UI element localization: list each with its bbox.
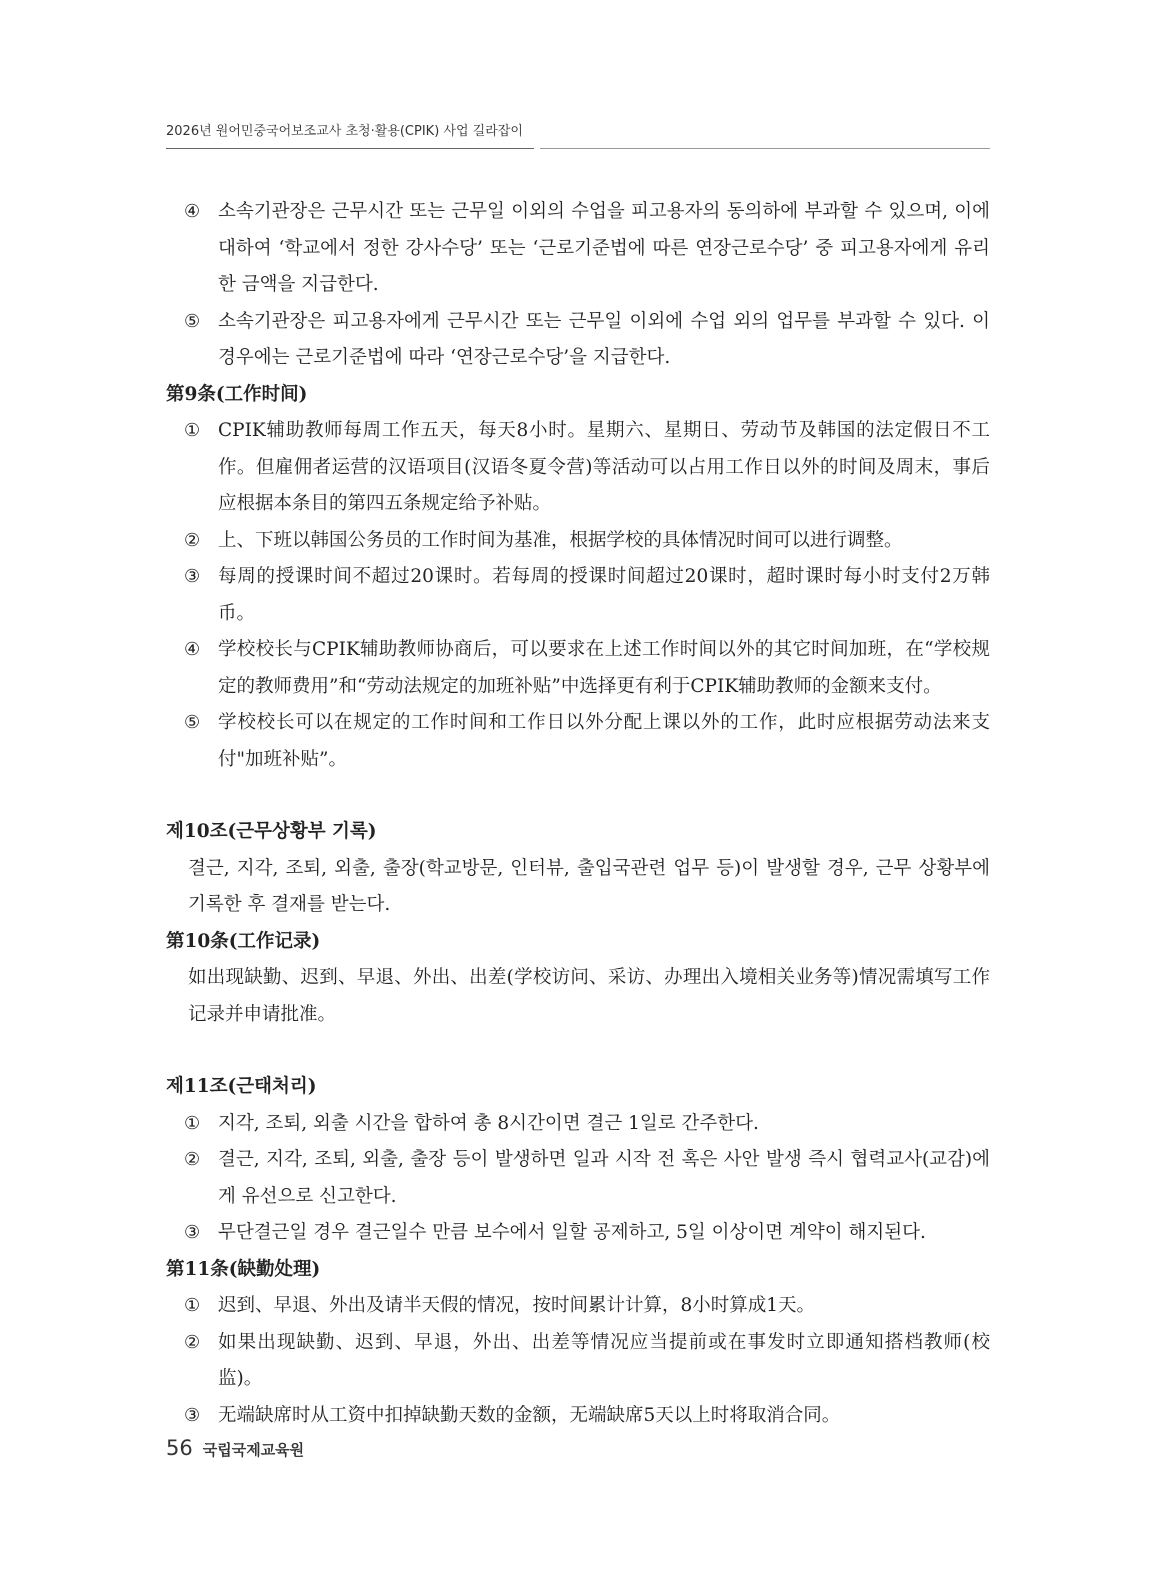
item-number: ① xyxy=(184,1112,201,1134)
item-text: 소속기관장은 근무시간 또는 근무일 이외의 수업을 피고용자의 동의하에 부과할 수 있으며, 이에 대하여 ‘학교에서 정한 강사수당’ 또는 ‘근로기준법에 따른 연장근로수당’ 중 피고용자에게 유리한 금액을 지급한다. xyxy=(218,201,990,295)
header-rule xyxy=(166,148,534,149)
item-number: ③ xyxy=(184,1404,201,1426)
article-11-chinese xyxy=(166,1252,990,1435)
article-9-chinese xyxy=(166,377,990,779)
list-item xyxy=(166,1288,990,1325)
list-item xyxy=(166,1398,990,1435)
item-text: 결근, 지각, 조퇴, 외출, 출장 등이 발생하면 일과 시작 전 혹은 사안 발생 즉시 협력교사(교감)에게 유선으로 신고한다. xyxy=(218,1149,990,1207)
list-item xyxy=(166,194,990,304)
section-heading: 第10条(工作记录) xyxy=(166,930,321,952)
page-footer xyxy=(166,1436,304,1460)
item-text: 迟到、早退、外出及请半天假的情况，按时间累计计算，8小时算成1天。 xyxy=(218,1295,816,1316)
item-text: 学校校长与CPIK辅助教师协商后，可以要求在上述工作时间以外的其它时间加班，在“学校规定的教师费用”和“劳动法规定的加班补贴”中选择更有利于CPIK辅助教师的金额来支付。 xyxy=(218,639,990,697)
section-heading: 제10조(근무상황부 기록) xyxy=(166,821,377,842)
article-11-korean xyxy=(166,1069,990,1252)
item-text: 无端缺席时从工资中扣掉缺勤天数的金额，无端缺席5天以上时将取消合同。 xyxy=(218,1404,841,1426)
list-item xyxy=(166,413,990,523)
list-item xyxy=(166,632,990,705)
item-number: ④ xyxy=(184,639,201,660)
article-10-chinese xyxy=(166,924,990,1034)
item-number: ② xyxy=(184,529,201,551)
list-item xyxy=(166,705,990,778)
article-10-korean xyxy=(166,814,990,924)
main-content xyxy=(166,194,990,1434)
running-header xyxy=(166,120,990,152)
item-text: 学校校长可以在规定的工作时间和工作日以外分配上课以外的工作，此时应根据劳动法来支付"加班补贴”。 xyxy=(218,712,990,770)
header-title: 2026년 원어민중국어보조교사 초청·활용(CPIK) 사업 길라잡이 xyxy=(166,124,523,139)
item-text: 每周的授课时间不超过20课时。若每周的授课时间超过20课时，超时课时每小时支付2万韩币。 xyxy=(218,566,990,624)
section-body: 결근, 지각, 조퇴, 외출, 출장(학교방문, 인터뷰, 출입국관련 업무 등)이 발생할 경우, 근무 상황부에 기록한 후 결재를 받는다. xyxy=(188,857,990,915)
spacer xyxy=(166,778,990,814)
item-number: ① xyxy=(184,420,201,441)
list-item xyxy=(166,1142,990,1215)
item-number: ③ xyxy=(184,1222,201,1243)
item-number: ① xyxy=(184,1295,201,1316)
item-text: 如果出现缺勤、迟到、早退，外出、出差等情况应当提前或在事发时立即通知搭档教师(校监)。 xyxy=(218,1331,990,1389)
header-rule-right xyxy=(540,148,990,149)
article-8-continued xyxy=(166,194,990,377)
page-number: 56 xyxy=(166,1436,193,1460)
list-item xyxy=(166,1215,990,1252)
item-text: 지각, 조퇴, 외출 시간을 합하여 총 8시간이면 결근 1일로 간주한다. xyxy=(218,1112,759,1134)
item-number: ② xyxy=(184,1331,201,1353)
section-heading: 제11조(근태처리) xyxy=(166,1076,317,1097)
item-number: ⑤ xyxy=(184,712,201,733)
list-item xyxy=(166,1106,990,1143)
section-heading: 第9条(工作时间) xyxy=(166,383,308,405)
organization-name: 국립국제교육원 xyxy=(202,1441,305,1459)
list-item xyxy=(166,523,990,560)
spacer xyxy=(166,1033,990,1069)
item-number: ④ xyxy=(184,201,201,222)
item-text: 上、下班以韩国公务员的工作时间为基准，根据学校的具体情况时间可以进行调整。 xyxy=(218,529,903,551)
item-text: 소속기관장은 피고용자에게 근무시간 또는 근무일 이외에 수업 외의 업무를 부과할 수 있다. 이 경우에는 근로기준법에 따라 ‘연장근로수당’을 지급한다. xyxy=(218,310,990,368)
item-number: ⑤ xyxy=(184,310,201,332)
section-heading: 第11条(缺勤处理) xyxy=(166,1258,321,1280)
list-item xyxy=(166,559,990,632)
item-number: ② xyxy=(184,1149,201,1170)
item-text: CPIK辅助教师每周工作五天，每天8小时。星期六、星期日、劳动节及韩国的法定假日不工作。但雇佣者运营的汉语项目(汉语冬夏令营)等活动可以占用工作日以外的时间及周末，事后应根据本条目的第四五条规定给予补贴。 xyxy=(218,420,990,514)
list-item xyxy=(166,304,990,377)
item-number: ③ xyxy=(184,566,201,587)
item-text: 무단결근일 경우 결근일수 만큼 보수에서 일할 공제하고, 5일 이상이면 계약이 해지된다. xyxy=(218,1222,926,1243)
list-item xyxy=(166,1325,990,1398)
section-body: 如出现缺勤、迟到、早退、外出、出差(学校访问、采访、办理出入境相关业务等)情况需填写工作记录并申请批准。 xyxy=(188,967,990,1025)
